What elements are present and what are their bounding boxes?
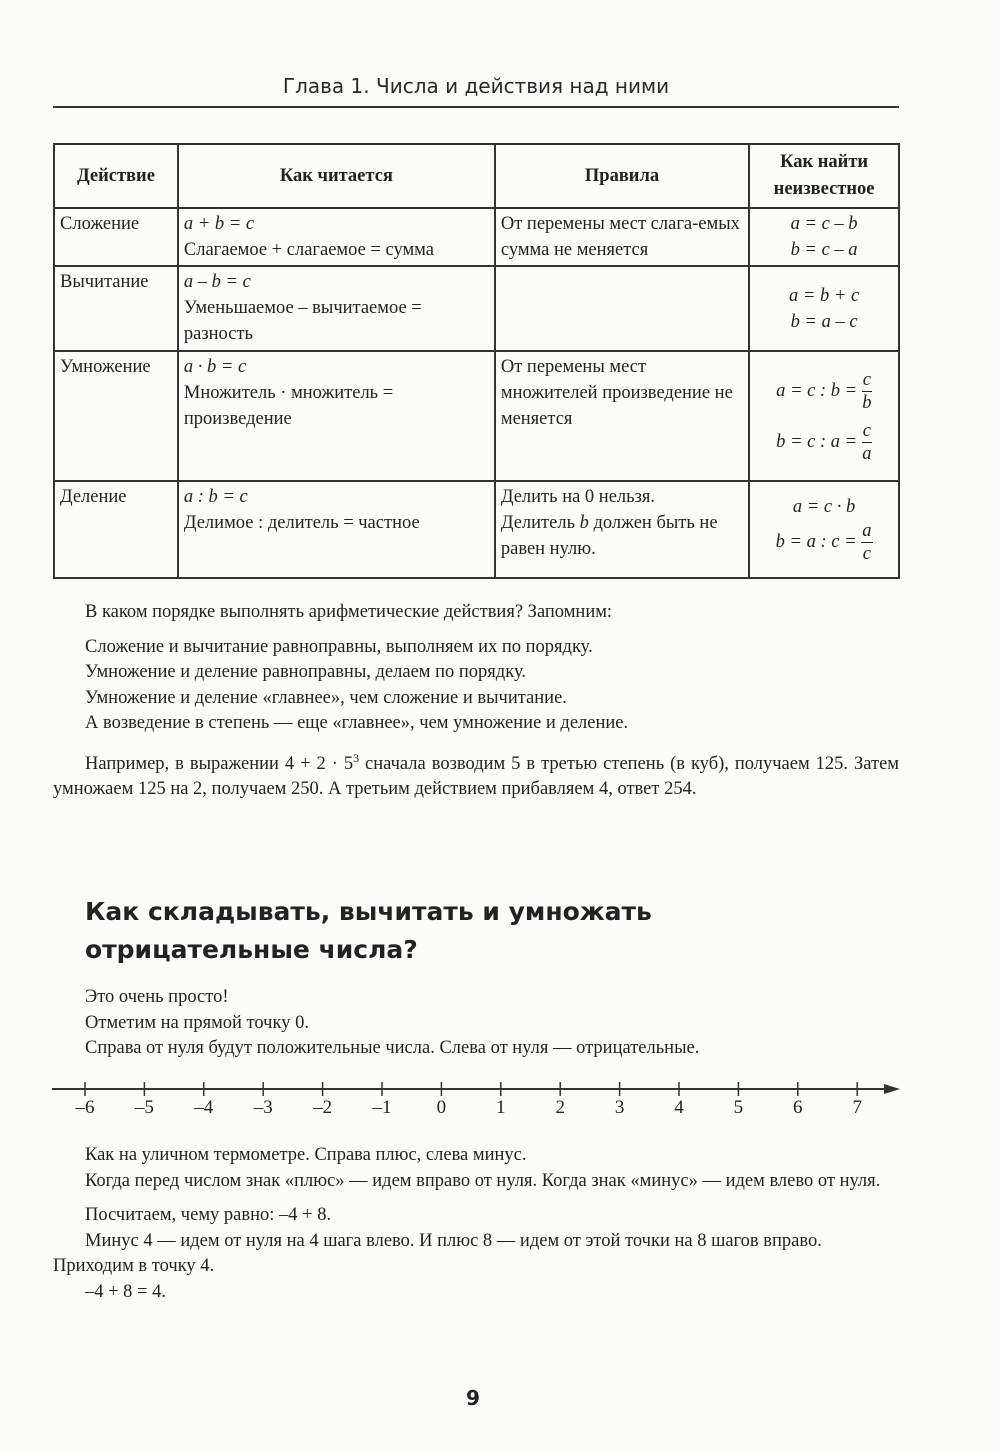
denominator: c bbox=[862, 544, 871, 564]
operations-table bbox=[53, 143, 900, 579]
formula: a = c · b bbox=[792, 497, 856, 517]
column-header: Как найти неизвестное bbox=[749, 144, 899, 208]
find-cell bbox=[749, 481, 899, 578]
formula: a – b = c bbox=[183, 272, 251, 292]
find-cell bbox=[749, 266, 899, 351]
tick-label: 0 bbox=[436, 1097, 447, 1118]
rule-text: Делить на 0 нельзя. bbox=[500, 487, 656, 507]
tick-label: –1 bbox=[372, 1097, 392, 1118]
table-row bbox=[54, 481, 899, 578]
action-cell: Деление bbox=[54, 481, 178, 578]
number-line bbox=[0, 1070, 1000, 1120]
tick-label: 5 bbox=[733, 1097, 744, 1118]
formula: a + b = c bbox=[183, 214, 255, 234]
tick-label: 3 bbox=[614, 1097, 625, 1118]
tick-label: –4 bbox=[194, 1097, 214, 1118]
rule-text: Делитель bbox=[500, 513, 580, 533]
section-title bbox=[85, 893, 652, 969]
rule-line: Умножение и деление равноправны, делаем по порядку. bbox=[85, 662, 526, 682]
rule-line: Умножение и деление «главнее», чем сложение и вычитание. bbox=[85, 687, 567, 708]
column-header: Правила bbox=[495, 144, 749, 208]
paragraph: Справа от нуля будут положительные числа. Слева от нуля — отрицательные. bbox=[85, 1038, 700, 1058]
reading-cell bbox=[178, 351, 495, 481]
tick-label: –5 bbox=[134, 1097, 154, 1118]
header-divider bbox=[53, 106, 899, 108]
explanation-text bbox=[53, 1143, 899, 1305]
paragraph: Отметим на прямой точку 0. bbox=[85, 1012, 309, 1033]
paragraph: В каком порядке выполнять арифметические действия? Запомним: bbox=[85, 602, 613, 622]
tick-label: 2 bbox=[555, 1097, 565, 1118]
tick-label: 7 bbox=[852, 1097, 862, 1118]
example-paragraph bbox=[53, 746, 899, 803]
reading: Делимое : делитель = частное bbox=[183, 513, 420, 533]
rule-line: Сложение и вычитание равноправны, выполняем их по порядку. bbox=[85, 636, 593, 657]
column-header: Действие bbox=[54, 144, 178, 208]
numerator: a bbox=[862, 521, 872, 541]
table-row bbox=[54, 266, 899, 351]
tick-label: 4 bbox=[674, 1097, 684, 1118]
action-cell: Сложение bbox=[54, 208, 178, 266]
variable: b bbox=[579, 513, 589, 533]
reading: Множитель · множитель = произведение bbox=[183, 383, 394, 429]
paragraph: Как на уличном термометре. Справа плюс, слева минус. bbox=[85, 1145, 527, 1165]
exponent: 3 bbox=[353, 750, 360, 765]
rule-cell: От перемены мест множителей произведение не меняется bbox=[495, 351, 749, 481]
text: сначала возводим 5 в третью степень (в куб), получаем 125. Затем умножаем 125 на 2, получаем 250. А третьим действием прибавляем 4, ответ 254. bbox=[53, 753, 899, 800]
intro-text bbox=[53, 985, 899, 1062]
rule-line: А возведение в степень — еще «главнее», чем умножение и деление. bbox=[85, 713, 629, 733]
chapter-header: Глава 1. Числа и действия над ними bbox=[282, 74, 670, 98]
reading-cell bbox=[178, 481, 495, 578]
formula: b = a : c = bbox=[775, 531, 857, 552]
table-row bbox=[54, 208, 899, 266]
find-cell bbox=[749, 208, 899, 266]
denominator: a bbox=[862, 444, 872, 464]
tick-label: 1 bbox=[496, 1097, 506, 1118]
action-cell: Вычитание bbox=[54, 266, 178, 351]
text: Например, в выражении 4 + 2 · 5 bbox=[85, 753, 354, 774]
formula: a = b + c bbox=[788, 285, 860, 306]
title-line: отрицательные числа? bbox=[85, 935, 418, 964]
order-section bbox=[53, 600, 899, 803]
paragraph: Когда перед числом знак «плюс» — идем вправо от нуля. Когда знак «минус» — идем влево от нуля. bbox=[85, 1170, 881, 1191]
reading-cell bbox=[178, 208, 495, 266]
find-cell bbox=[749, 351, 899, 481]
formula: a = c – b bbox=[790, 214, 858, 234]
fraction bbox=[862, 420, 872, 465]
denominator: b bbox=[862, 393, 872, 413]
tick-label: –2 bbox=[313, 1097, 333, 1118]
table-header-row bbox=[54, 144, 899, 208]
tick-label: –6 bbox=[75, 1097, 95, 1118]
tick-label: 6 bbox=[793, 1097, 803, 1118]
fraction bbox=[862, 369, 872, 414]
formula: a · b = c bbox=[183, 357, 247, 377]
rule-cell bbox=[495, 266, 749, 351]
tick-label: –3 bbox=[253, 1097, 273, 1118]
page-number: 9 bbox=[466, 1386, 480, 1410]
fraction bbox=[861, 520, 872, 565]
numerator: c bbox=[862, 421, 871, 441]
reading: Уменьшаемое – вычитаемое = разность bbox=[183, 298, 422, 344]
formula: b = c : a = bbox=[776, 431, 858, 452]
column-header: Как читается bbox=[178, 144, 495, 208]
title-line: Как складывать, вычитать и умножать bbox=[85, 897, 652, 926]
arrow-icon bbox=[884, 1084, 900, 1094]
numerator: c bbox=[862, 370, 871, 390]
formula: a = c : b = bbox=[776, 380, 858, 401]
paragraph: Это очень просто! bbox=[85, 987, 229, 1007]
rule-cell: От перемены мест слага-емых сумма не меняется bbox=[495, 208, 749, 266]
reading-cell bbox=[178, 266, 495, 351]
formula: b = a – c bbox=[790, 311, 858, 332]
rule-text: должен быть не равен нулю. bbox=[500, 513, 718, 559]
paragraph: Минус 4 — идем от нуля на 4 шага влево. И плюс 8 — идем от этой точки на 8 шагов вправо. Приходим в точку 4. bbox=[53, 1230, 822, 1276]
paragraph: –4 + 8 = 4. bbox=[85, 1281, 166, 1302]
formula: a : b = c bbox=[183, 487, 248, 507]
action-cell: Умножение bbox=[54, 351, 178, 481]
formula: b = c – a bbox=[790, 240, 858, 260]
table-row bbox=[54, 351, 899, 481]
rule-cell bbox=[495, 481, 749, 578]
reading: Слагаемое + слагаемое = сумма bbox=[183, 240, 434, 260]
paragraph: Посчитаем, чему равно: –4 + 8. bbox=[85, 1205, 332, 1225]
